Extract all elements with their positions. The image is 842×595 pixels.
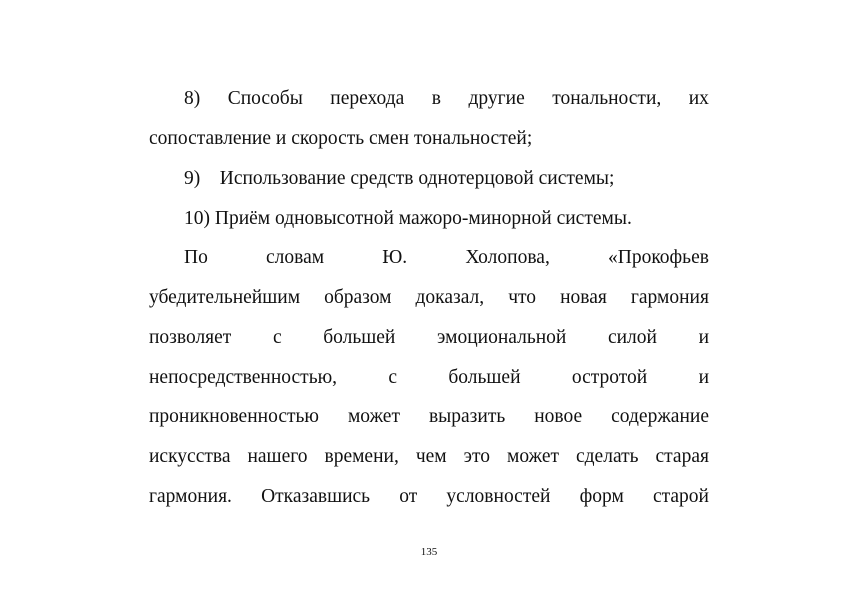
word: искусства [149,446,231,467]
paragraph-line-6 [149,445,709,469]
list-item-9: 9) Использование средств однотерцовой системы; [184,168,615,189]
word: условностей [446,486,551,507]
word: от [399,486,418,507]
word: эмоциональной [436,327,567,348]
word: это [463,446,491,467]
list-item-8-line-1 [149,87,709,111]
word: гармония. [149,486,232,507]
paragraph-line-4 [149,366,709,390]
word: позволяет [149,327,232,348]
word: форм [579,486,624,507]
word: доказал, [415,287,485,308]
word: другие [468,88,525,109]
word: и [698,367,709,388]
word: новое [534,406,583,427]
word: с [272,327,282,348]
word: выразить [428,406,506,427]
word: словам [266,247,325,268]
word: может [347,406,400,427]
word: По [184,247,208,268]
word: старая [655,446,709,467]
word: времени, [324,446,399,467]
paragraph-line-1 [149,246,709,270]
list-item-8-line-2: сопоставление и скорость смен тональностей; [149,128,533,149]
word: Отказавшись [261,486,371,507]
word: гармония [630,287,709,308]
word: в [431,88,441,109]
word: содержание [611,406,709,427]
word: чем [415,446,447,467]
word: 8) [184,88,201,109]
paragraph-line-3 [149,326,709,350]
word: проникновенностью [149,406,319,427]
word: Способы [227,88,303,109]
word: сделать [575,446,639,467]
word: остротой [571,367,648,388]
word: большей [448,367,521,388]
word: Ю. [382,247,408,268]
word: старой [652,486,709,507]
word: что [508,287,537,308]
word: может [507,446,559,467]
list-item-10: 10) Приём одновысотной мажоро-минорной системы. [184,208,632,229]
word: тональности, [552,88,662,109]
document-page [149,0,709,595]
paragraph-line-5 [149,405,709,429]
paragraph-line-7 [149,485,709,509]
word: большей [323,327,396,348]
word: перехода [330,88,405,109]
word: новая [560,287,607,308]
word: образом [324,287,392,308]
paragraph-line-2 [149,286,709,310]
word: нашего [247,446,308,467]
word: непосредственностью, [149,367,338,388]
word: их [688,88,709,109]
word: с [388,367,398,388]
word: «Прокофьев [607,247,709,268]
word: силой [607,327,657,348]
word: Холопова, [465,247,550,268]
word: и [698,327,709,348]
page-number: 135 [420,546,438,558]
word: убедительнейшим [149,287,301,308]
